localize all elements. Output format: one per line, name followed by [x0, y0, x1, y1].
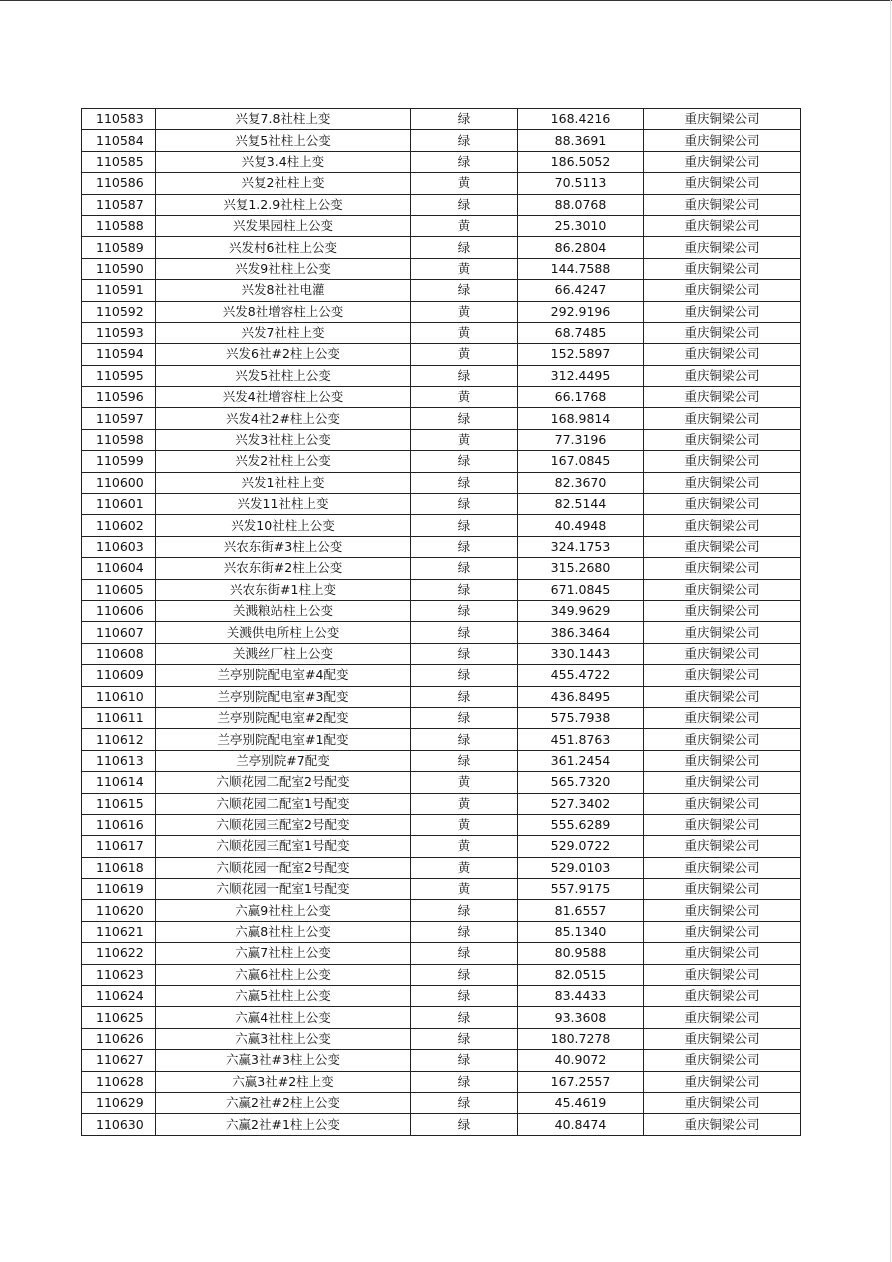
page-top-border: [0, 0, 892, 1]
capacity-value: 152.5897: [518, 344, 644, 365]
transformer-name: 六顺花园一配室2号配变: [156, 857, 411, 878]
capacity-value: 324.1753: [518, 536, 644, 557]
row-id: 110624: [82, 986, 156, 1007]
row-id: 110600: [82, 472, 156, 493]
row-id: 110596: [82, 387, 156, 408]
capacity-value: 436.8495: [518, 686, 644, 707]
status-color: 黄: [411, 429, 518, 450]
row-id: 110612: [82, 729, 156, 750]
table-row: [82, 472, 801, 493]
row-id: 110584: [82, 130, 156, 151]
company-name: 重庆铜梁公司: [644, 643, 801, 664]
status-color: 黄: [411, 857, 518, 878]
capacity-value: 529.0722: [518, 836, 644, 857]
transformer-name: 兴农东街#1柱上变: [156, 579, 411, 600]
table-row: [82, 1092, 801, 1113]
company-name: 重庆铜梁公司: [644, 215, 801, 236]
capacity-value: 315.2680: [518, 558, 644, 579]
page-right-edge: [890, 0, 891, 1262]
table-row: [82, 258, 801, 279]
capacity-value: 168.4216: [518, 109, 644, 130]
company-name: 重庆铜梁公司: [644, 558, 801, 579]
transformer-name: 兴发11社柱上变: [156, 494, 411, 515]
status-color: 绿: [411, 921, 518, 942]
company-name: 重庆铜梁公司: [644, 429, 801, 450]
status-color: 绿: [411, 686, 518, 707]
status-color: 绿: [411, 986, 518, 1007]
company-name: 重庆铜梁公司: [644, 130, 801, 151]
table-row: [82, 301, 801, 322]
table-row: [82, 365, 801, 386]
table-row: [82, 194, 801, 215]
table-row: [82, 280, 801, 301]
table-row: [82, 814, 801, 835]
company-name: 重庆铜梁公司: [644, 814, 801, 835]
row-id: 110593: [82, 322, 156, 343]
row-id: 110630: [82, 1114, 156, 1135]
table-row: [82, 515, 801, 536]
row-id: 110617: [82, 836, 156, 857]
status-color: 绿: [411, 451, 518, 472]
company-name: 重庆铜梁公司: [644, 879, 801, 900]
status-color: 黄: [411, 814, 518, 835]
table-row: [82, 322, 801, 343]
transformer-name: 兴复2社柱上变: [156, 173, 411, 194]
company-name: 重庆铜梁公司: [644, 1071, 801, 1092]
capacity-value: 529.0103: [518, 857, 644, 878]
row-id: 110611: [82, 707, 156, 728]
capacity-value: 527.3402: [518, 793, 644, 814]
transformer-name: 兴复1.2.9社柱上公变: [156, 194, 411, 215]
transformer-name: 六顺花园三配室1号配变: [156, 836, 411, 857]
transformer-name: 兴复3.4柱上变: [156, 151, 411, 172]
table-body: [82, 109, 801, 1136]
table-row: [82, 750, 801, 771]
company-name: 重庆铜梁公司: [644, 258, 801, 279]
transformer-name: 六赢2社#1柱上公变: [156, 1114, 411, 1135]
transformer-name: 六赢3社#3柱上公变: [156, 1050, 411, 1071]
table-row: [82, 579, 801, 600]
table-row: [82, 643, 801, 664]
table-row: [82, 600, 801, 621]
company-name: 重庆铜梁公司: [644, 986, 801, 1007]
row-id: 110623: [82, 964, 156, 985]
status-color: 黄: [411, 322, 518, 343]
company-name: 重庆铜梁公司: [644, 707, 801, 728]
capacity-value: 40.9072: [518, 1050, 644, 1071]
status-color: 绿: [411, 558, 518, 579]
status-color: 绿: [411, 130, 518, 151]
capacity-value: 167.2557: [518, 1071, 644, 1092]
status-color: 绿: [411, 665, 518, 686]
capacity-value: 82.0515: [518, 964, 644, 985]
capacity-value: 565.7320: [518, 772, 644, 793]
company-name: 重庆铜梁公司: [644, 600, 801, 621]
company-name: 重庆铜梁公司: [644, 579, 801, 600]
status-color: 绿: [411, 237, 518, 258]
row-id: 110605: [82, 579, 156, 600]
capacity-value: 25.3010: [518, 215, 644, 236]
company-name: 重庆铜梁公司: [644, 665, 801, 686]
capacity-value: 451.8763: [518, 729, 644, 750]
company-name: 重庆铜梁公司: [644, 1028, 801, 1049]
company-name: 重庆铜梁公司: [644, 857, 801, 878]
company-name: 重庆铜梁公司: [644, 344, 801, 365]
capacity-value: 93.3608: [518, 1007, 644, 1028]
row-id: 110627: [82, 1050, 156, 1071]
capacity-value: 40.4948: [518, 515, 644, 536]
capacity-value: 180.7278: [518, 1028, 644, 1049]
table-row: [82, 130, 801, 151]
company-name: 重庆铜梁公司: [644, 536, 801, 557]
table-row: [82, 772, 801, 793]
status-color: 绿: [411, 643, 518, 664]
table-row: [82, 1114, 801, 1135]
capacity-value: 167.0845: [518, 451, 644, 472]
capacity-value: 555.6289: [518, 814, 644, 835]
row-id: 110629: [82, 1092, 156, 1113]
table-row: [82, 1050, 801, 1071]
capacity-value: 575.7938: [518, 707, 644, 728]
transformer-name: 六赢8社柱上公变: [156, 921, 411, 942]
status-color: 绿: [411, 1050, 518, 1071]
row-id: 110598: [82, 429, 156, 450]
capacity-value: 82.5144: [518, 494, 644, 515]
table-row: [82, 900, 801, 921]
row-id: 110604: [82, 558, 156, 579]
transformer-name: 关溅粮站柱上公变: [156, 600, 411, 621]
row-id: 110583: [82, 109, 156, 130]
transformer-name: 兴发3社柱上公变: [156, 429, 411, 450]
status-color: 黄: [411, 879, 518, 900]
capacity-value: 68.7485: [518, 322, 644, 343]
transformer-name: 六赢9社柱上公变: [156, 900, 411, 921]
row-id: 110591: [82, 280, 156, 301]
company-name: 重庆铜梁公司: [644, 622, 801, 643]
row-id: 110610: [82, 686, 156, 707]
transformer-name: 兴农东街#2柱上公变: [156, 558, 411, 579]
status-color: 黄: [411, 258, 518, 279]
row-id: 110590: [82, 258, 156, 279]
row-id: 110602: [82, 515, 156, 536]
table-row: [82, 109, 801, 130]
company-name: 重庆铜梁公司: [644, 1114, 801, 1135]
table-row: [82, 707, 801, 728]
transformer-name: 六顺花园一配室1号配变: [156, 879, 411, 900]
row-id: 110603: [82, 536, 156, 557]
table-row: [82, 921, 801, 942]
status-color: 绿: [411, 1114, 518, 1135]
status-color: 黄: [411, 344, 518, 365]
row-id: 110619: [82, 879, 156, 900]
row-id: 110585: [82, 151, 156, 172]
transformer-name: 兴复5社柱上公变: [156, 130, 411, 151]
transformer-name: 兴发4社2#柱上公变: [156, 408, 411, 429]
capacity-value: 330.1443: [518, 643, 644, 664]
company-name: 重庆铜梁公司: [644, 793, 801, 814]
company-name: 重庆铜梁公司: [644, 301, 801, 322]
transformer-name: 六顺花园三配室2号配变: [156, 814, 411, 835]
capacity-value: 292.9196: [518, 301, 644, 322]
company-name: 重庆铜梁公司: [644, 836, 801, 857]
capacity-value: 88.0768: [518, 194, 644, 215]
transformer-name: 六赢6社柱上公变: [156, 964, 411, 985]
transformer-name: 关溅丝厂柱上公变: [156, 643, 411, 664]
capacity-value: 81.6557: [518, 900, 644, 921]
capacity-value: 557.9175: [518, 879, 644, 900]
company-name: 重庆铜梁公司: [644, 408, 801, 429]
transformer-name: 兴发8社社电灌: [156, 280, 411, 301]
row-id: 110615: [82, 793, 156, 814]
status-color: 绿: [411, 1071, 518, 1092]
transformer-name: 兴发9社柱上公变: [156, 258, 411, 279]
capacity-value: 671.0845: [518, 579, 644, 600]
transformer-name: 兴发2社柱上公变: [156, 451, 411, 472]
capacity-value: 40.8474: [518, 1114, 644, 1135]
status-color: 黄: [411, 301, 518, 322]
company-name: 重庆铜梁公司: [644, 750, 801, 771]
row-id: 110608: [82, 643, 156, 664]
table-row: [82, 451, 801, 472]
row-id: 110618: [82, 857, 156, 878]
company-name: 重庆铜梁公司: [644, 686, 801, 707]
row-id: 110626: [82, 1028, 156, 1049]
capacity-value: 77.3196: [518, 429, 644, 450]
transformer-name: 六赢7社柱上公变: [156, 943, 411, 964]
status-color: 绿: [411, 900, 518, 921]
table-row: [82, 344, 801, 365]
table-row: [82, 151, 801, 172]
row-id: 110597: [82, 408, 156, 429]
transformer-name: 兴发7社柱上变: [156, 322, 411, 343]
table-row: [82, 173, 801, 194]
transformer-name: 六赢5社柱上公变: [156, 986, 411, 1007]
transformer-name: 兴发果园柱上公变: [156, 215, 411, 236]
transformer-name: 兰亭别院配电室#3配变: [156, 686, 411, 707]
company-name: 重庆铜梁公司: [644, 515, 801, 536]
status-color: 绿: [411, 1028, 518, 1049]
status-color: 绿: [411, 536, 518, 557]
transformer-name: 六赢4社柱上公变: [156, 1007, 411, 1028]
transformer-name: 兰亭别院配电室#2配变: [156, 707, 411, 728]
row-id: 110599: [82, 451, 156, 472]
company-name: 重庆铜梁公司: [644, 451, 801, 472]
capacity-value: 83.4433: [518, 986, 644, 1007]
company-name: 重庆铜梁公司: [644, 921, 801, 942]
capacity-value: 144.7588: [518, 258, 644, 279]
table-row: [82, 1007, 801, 1028]
company-name: 重庆铜梁公司: [644, 900, 801, 921]
row-id: 110625: [82, 1007, 156, 1028]
row-id: 110586: [82, 173, 156, 194]
company-name: 重庆铜梁公司: [644, 1007, 801, 1028]
company-name: 重庆铜梁公司: [644, 1092, 801, 1113]
status-color: 绿: [411, 151, 518, 172]
status-color: 绿: [411, 1092, 518, 1113]
capacity-value: 312.4495: [518, 365, 644, 386]
table-row: [82, 857, 801, 878]
capacity-value: 455.4722: [518, 665, 644, 686]
row-id: 110601: [82, 494, 156, 515]
company-name: 重庆铜梁公司: [644, 151, 801, 172]
capacity-value: 361.2454: [518, 750, 644, 771]
status-color: 绿: [411, 1007, 518, 1028]
transformer-name: 兴复7.8社柱上变: [156, 109, 411, 130]
table-row: [82, 879, 801, 900]
row-id: 110609: [82, 665, 156, 686]
capacity-value: 186.5052: [518, 151, 644, 172]
status-color: 绿: [411, 515, 518, 536]
row-id: 110620: [82, 900, 156, 921]
status-color: 绿: [411, 729, 518, 750]
status-color: 绿: [411, 622, 518, 643]
status-color: 绿: [411, 109, 518, 130]
row-id: 110606: [82, 600, 156, 621]
status-color: 绿: [411, 707, 518, 728]
transformer-name: 六顺花园二配室2号配变: [156, 772, 411, 793]
capacity-value: 66.4247: [518, 280, 644, 301]
company-name: 重庆铜梁公司: [644, 729, 801, 750]
capacity-value: 386.3464: [518, 622, 644, 643]
transformer-name: 兴发8社增容柱上公变: [156, 301, 411, 322]
transformer-table: [81, 108, 801, 1136]
row-id: 110622: [82, 943, 156, 964]
table-row: [82, 986, 801, 1007]
table-row: [82, 1028, 801, 1049]
table-row: [82, 429, 801, 450]
table-row: [82, 793, 801, 814]
company-name: 重庆铜梁公司: [644, 472, 801, 493]
row-id: 110614: [82, 772, 156, 793]
transformer-name: 六赢3社柱上公变: [156, 1028, 411, 1049]
company-name: 重庆铜梁公司: [644, 964, 801, 985]
row-id: 110621: [82, 921, 156, 942]
company-name: 重庆铜梁公司: [644, 387, 801, 408]
transformer-name: 兰亭别院配电室#1配变: [156, 729, 411, 750]
transformer-name: 六赢2社#2柱上公变: [156, 1092, 411, 1113]
transformer-name: 关溅供电所柱上公变: [156, 622, 411, 643]
row-id: 110628: [82, 1071, 156, 1092]
status-color: 黄: [411, 836, 518, 857]
row-id: 110592: [82, 301, 156, 322]
table-row: [82, 729, 801, 750]
company-name: 重庆铜梁公司: [644, 943, 801, 964]
table-row: [82, 408, 801, 429]
capacity-value: 86.2804: [518, 237, 644, 258]
row-id: 110594: [82, 344, 156, 365]
row-id: 110607: [82, 622, 156, 643]
status-color: 黄: [411, 173, 518, 194]
table-row: [82, 1071, 801, 1092]
transformer-name: 兴发村6社柱上公变: [156, 237, 411, 258]
status-color: 绿: [411, 943, 518, 964]
status-color: 绿: [411, 472, 518, 493]
company-name: 重庆铜梁公司: [644, 173, 801, 194]
row-id: 110589: [82, 237, 156, 258]
row-id: 110588: [82, 215, 156, 236]
capacity-value: 80.9588: [518, 943, 644, 964]
capacity-value: 82.3670: [518, 472, 644, 493]
transformer-name: 兴发10社柱上公变: [156, 515, 411, 536]
company-name: 重庆铜梁公司: [644, 494, 801, 515]
table-row: [82, 536, 801, 557]
transformer-name: 六顺花园二配室1号配变: [156, 793, 411, 814]
status-color: 绿: [411, 579, 518, 600]
capacity-value: 45.4619: [518, 1092, 644, 1113]
capacity-value: 168.9814: [518, 408, 644, 429]
status-color: 绿: [411, 600, 518, 621]
company-name: 重庆铜梁公司: [644, 322, 801, 343]
status-color: 绿: [411, 750, 518, 771]
table-row: [82, 943, 801, 964]
table-row: [82, 215, 801, 236]
company-name: 重庆铜梁公司: [644, 280, 801, 301]
row-id: 110587: [82, 194, 156, 215]
table-row: [82, 665, 801, 686]
company-name: 重庆铜梁公司: [644, 772, 801, 793]
transformer-name: 兰亭别院#7配变: [156, 750, 411, 771]
transformer-name: 兴发5社柱上公变: [156, 365, 411, 386]
row-id: 110616: [82, 814, 156, 835]
transformer-name: 六赢3社#2柱上变: [156, 1071, 411, 1092]
table-row: [82, 836, 801, 857]
status-color: 绿: [411, 365, 518, 386]
status-color: 绿: [411, 494, 518, 515]
row-id: 110595: [82, 365, 156, 386]
transformer-name: 兴发6社#2柱上公变: [156, 344, 411, 365]
table-row: [82, 964, 801, 985]
transformer-name: 兴发4社增容柱上公变: [156, 387, 411, 408]
capacity-value: 66.1768: [518, 387, 644, 408]
company-name: 重庆铜梁公司: [644, 365, 801, 386]
transformer-name: 兰亭别院配电室#4配变: [156, 665, 411, 686]
capacity-value: 349.9629: [518, 600, 644, 621]
capacity-value: 85.1340: [518, 921, 644, 942]
status-color: 绿: [411, 194, 518, 215]
row-id: 110613: [82, 750, 156, 771]
status-color: 黄: [411, 387, 518, 408]
status-color: 绿: [411, 964, 518, 985]
status-color: 黄: [411, 793, 518, 814]
capacity-value: 88.3691: [518, 130, 644, 151]
company-name: 重庆铜梁公司: [644, 1050, 801, 1071]
company-name: 重庆铜梁公司: [644, 194, 801, 215]
company-name: 重庆铜梁公司: [644, 109, 801, 130]
capacity-value: 70.5113: [518, 173, 644, 194]
transformer-name: 兴发1社柱上变: [156, 472, 411, 493]
table-row: [82, 686, 801, 707]
status-color: 绿: [411, 280, 518, 301]
status-color: 黄: [411, 215, 518, 236]
status-color: 黄: [411, 772, 518, 793]
table-row: [82, 558, 801, 579]
table-row: [82, 237, 801, 258]
table-row: [82, 494, 801, 515]
status-color: 绿: [411, 408, 518, 429]
transformer-name: 兴农东街#3柱上公变: [156, 536, 411, 557]
table-row: [82, 387, 801, 408]
company-name: 重庆铜梁公司: [644, 237, 801, 258]
table-row: [82, 622, 801, 643]
